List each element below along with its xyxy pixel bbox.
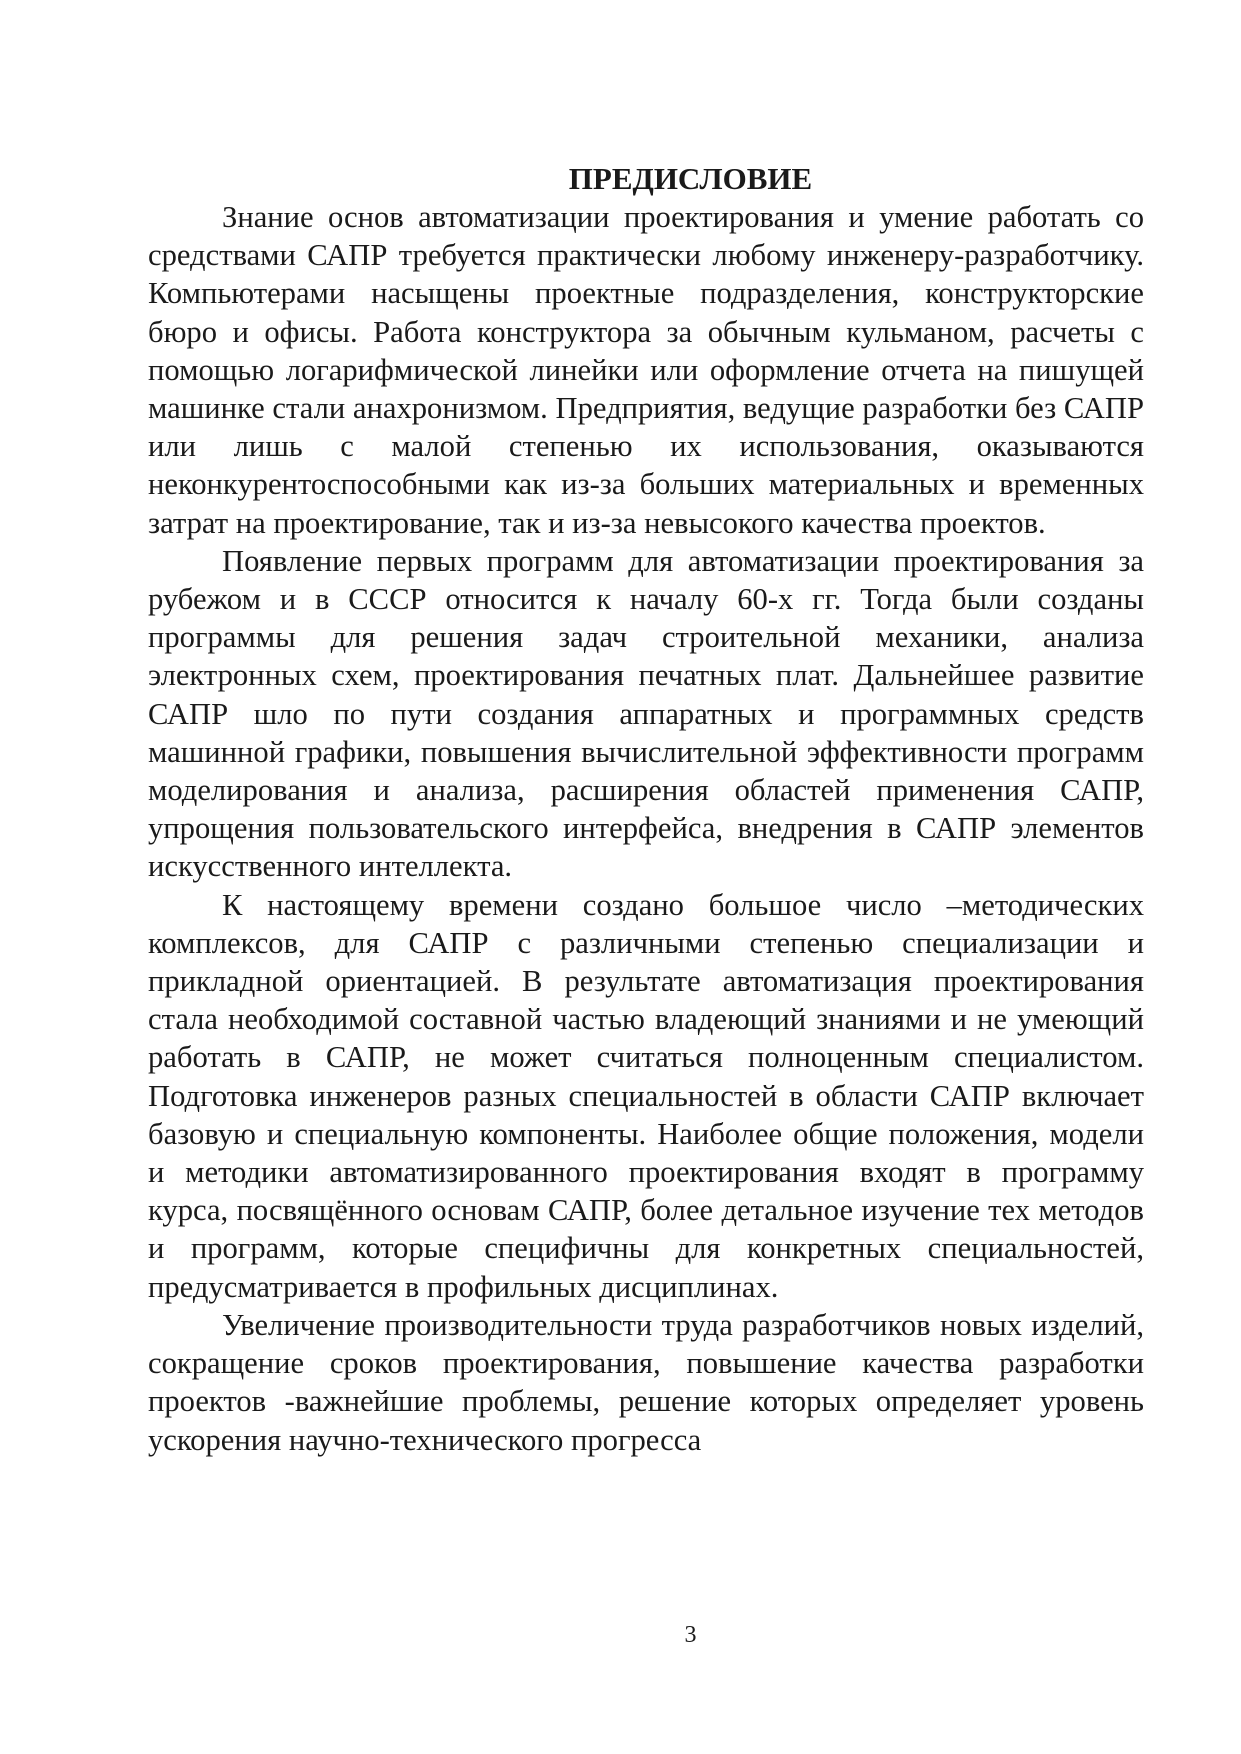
page-title: ПРЕДИСЛОВИЕ (568, 161, 813, 196)
paragraph-2: Появление первых программ для автоматизации проектирования за рубежом и в СССР относится к началу 60-х гг. Тогда были созданы программы для решения задач строительной механики, анализа электронных схем, проектирования печатных плат. Дальнейшее развитие САПР шло по пути создания аппаратных и программных средств машинной графики, повышения вычислительной эффективности программ моделирования и анализа, расширения областей применения САПР, упрощения пользовательского интерфейса, внедрения в САПР элементов искусственного интеллекта. (148, 543, 1144, 884)
page-number: 3 (684, 1622, 697, 1648)
paragraph-4: Увеличение производительности труда разработчиков новых изделий, сокращение сроков проектирования, повышение качества разработки проектов -важнейшие проблемы, решение которых определяет уровень ускорения научно-технического прогресса (148, 1307, 1144, 1457)
body-text (148, 198, 1144, 1459)
paragraph-1: Знание основ автоматизации проектирования и умение работать со средствами САПР требуется практически любому инженеру-разработчику. Компьютерами насыщены проектные подразделения, конструкторские бюро и офисы. Работа конструктора за обычным кульманом, расчеты с помощью логарифмической линейки или оформление отчета на пишущей машинке стали анахронизмом. Предприятия, ведущие разработки без САПР или лишь с малой степенью их использования, оказываются неконкурентоспособными как из-за больших материальных и временных затрат на проектирование, так и из-за невысокого качества проектов. (148, 200, 1144, 540)
paragraph-3: К настоящему времени создано большое число –методических комплексов, для САПР с различными степенью специализации и прикладной ориентацией. В результате автоматизация проектирования стала необходимой составной частью владеющий знаниями и не умеющий работать в САПР, не может считаться полноценным специалистом. Подготовка инженеров разных специальностей в области САПР включает базовую и специальную компоненты. Наиболее общие положения, модели и методики автоматизированного проектирования входят в программу курса, посвящённого основам САПР, более детальное изучение тех методов и программ, которые специфичны для конкретных специальностей, предусматривается в профильных дисциплинах. (148, 887, 1144, 1304)
